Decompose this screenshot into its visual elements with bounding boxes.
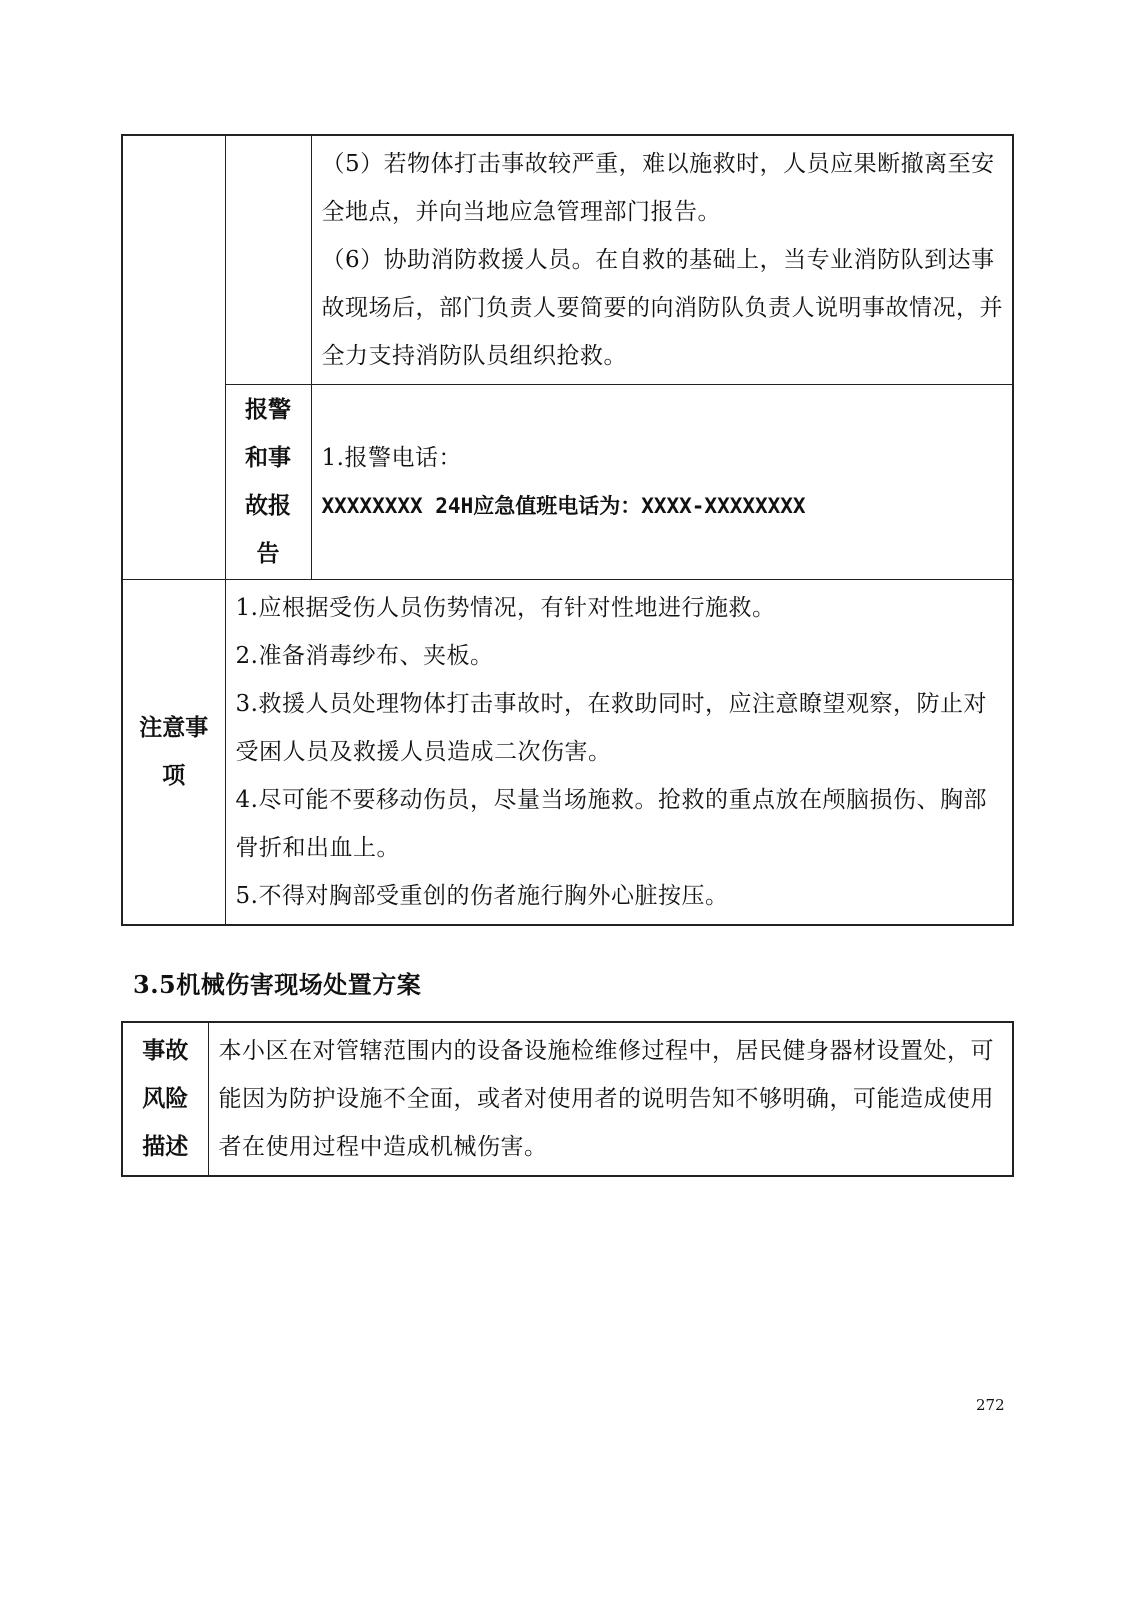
list-item: （6）协助消防救援人员。在自救的基础上，当专业消防队到达事故现场后，部门负责人要简要的向消防队负责人说明事故情况，并全力支持消防队员组织抢救。: [321, 247, 1003, 369]
alarm-report-cell: [311, 385, 1013, 580]
risk-description-header-text: 事故风险描述: [142, 1037, 189, 1160]
notes-header-text: 注意事项: [139, 714, 209, 789]
notes-header: [122, 580, 225, 926]
risk-description-table: [121, 1021, 1014, 1177]
list-item: 2.准备消毒纱布、夹板。: [235, 643, 494, 669]
alarm-report-header-text: 报警和事故报告: [245, 396, 291, 567]
alarm-phone-label: 1.报警电话：: [321, 445, 462, 471]
table-row: [122, 135, 1013, 385]
table-row: [122, 1022, 1013, 1176]
emergency-procedure-table: [121, 134, 1014, 926]
risk-description-cell: [208, 1022, 1013, 1176]
table-row: [122, 580, 1013, 926]
page-number: 272: [976, 1396, 1005, 1414]
continuation-cell: [311, 135, 1013, 385]
alarm-report-header: [225, 385, 311, 580]
list-item: 1.应根据受伤人员伤势情况，有针对性地进行施救。: [235, 595, 776, 621]
section-title: 3.5机械伤害现场处置方案: [133, 970, 422, 999]
list-item: （5）若物体打击事故较严重，难以施救时，人员应果断撤离至安全地点，并向当地应急管理部门报告。: [321, 151, 995, 225]
risk-description-text: 本小区在对管辖范围内的设备设施检维修过程中，居民健身器材设置处，可能因为防护设施不全面，或者对使用者的说明告知不够明确，可能造成使用者在使用过程中造成机械伤害。: [218, 1038, 994, 1160]
list-item: 4.尽可能不要移动伤员，尽量当场施救。抢救的重点放在颅脑损伤、胸部骨折和出血上。: [235, 787, 987, 861]
risk-description-header: [122, 1022, 208, 1176]
table-row: [122, 385, 1013, 580]
empty-category-cell: [122, 135, 225, 580]
alarm-phone-number: XXXXXXXX 24H应急值班电话为：XXXX-XXXXXXXX: [321, 494, 806, 518]
empty-subcategory-cell: [225, 135, 311, 385]
list-item: 5.不得对胸部受重创的伤者施行胸外心脏按压。: [235, 883, 729, 909]
list-item: 3.救援人员处理物体打击事故时，在救助同时，应注意瞭望观察，防止对受困人员及救援人员造成二次伤害。: [235, 691, 987, 765]
notes-cell: [225, 580, 1013, 926]
